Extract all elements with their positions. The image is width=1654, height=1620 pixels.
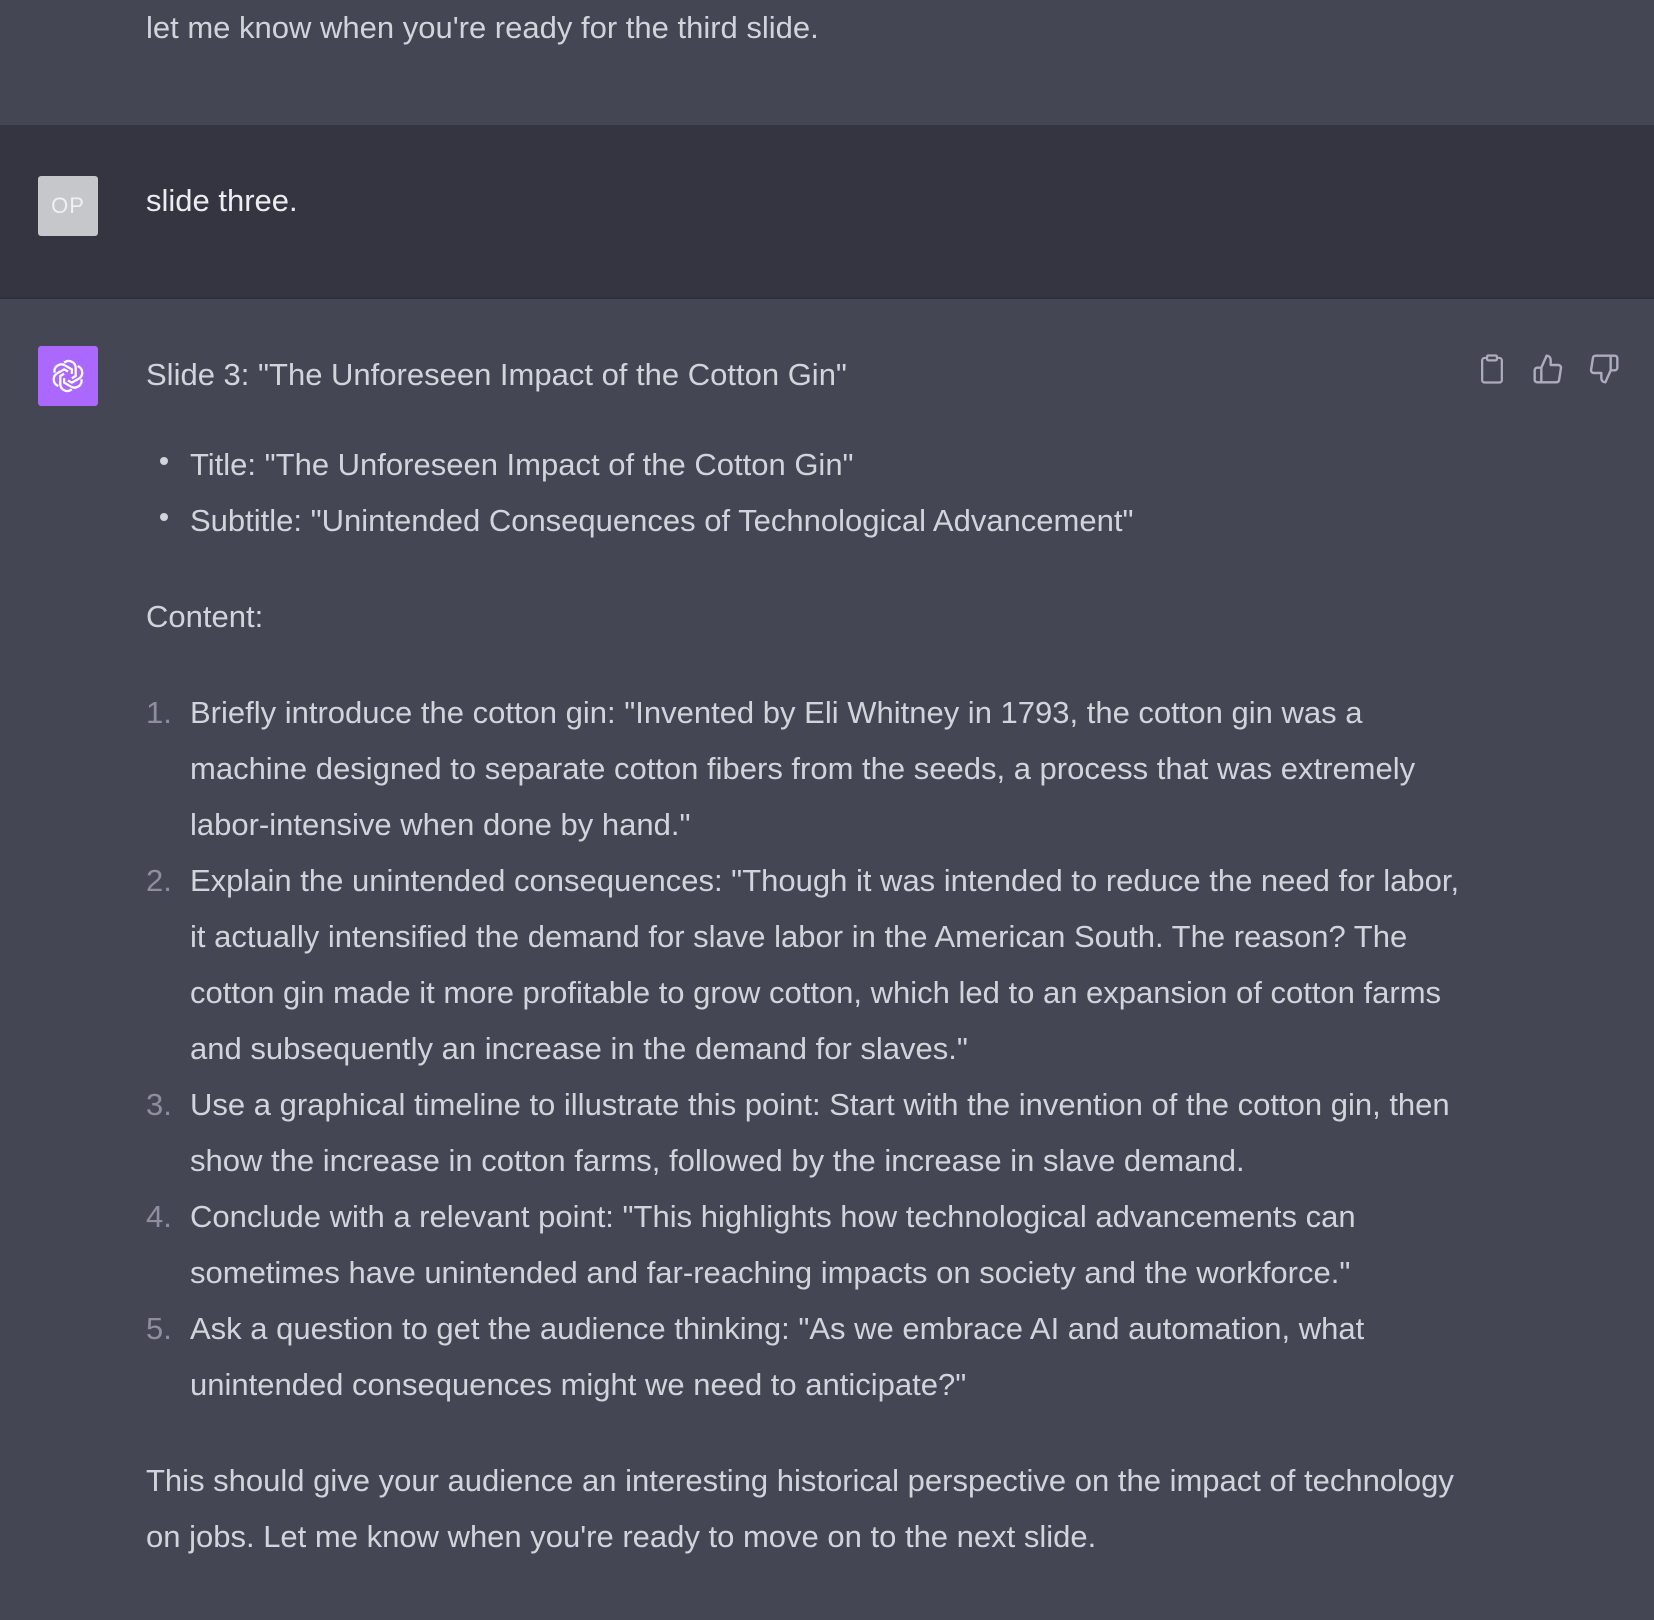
list-number: 1. [146,695,172,730]
list-item-text: Use a graphical timeline to illustrate this point: Start with the invention of the cotton gin, then show the increase in cotton farms, followed by the increase in slave demand. [190,1087,1450,1178]
closing-paragraph: This should give your audience an interesting historical perspective on the impact of technology on jobs. Let me know when you're ready to move on to the next slide. [146,1463,1454,1554]
list-item [146,1301,1466,1413]
thumbs-down-button[interactable] [1586,351,1622,387]
list-item [146,1077,1466,1189]
list-item-text: Explain the unintended consequences: "Though it was intended to reduce the need for labor, it actually intensified the demand for slave labor in the American South. The reason? The cotton gin made it more profitable to grow cotton, which led to an expansion of cotton farms and subsequently an increase in the demand for slaves." [190,863,1460,1066]
assistant-message [0,299,1654,1620]
list-number: 5. [146,1311,172,1346]
assistant-message-content [146,351,1466,1565]
content-label: Content: [146,599,264,634]
user-message-text: slide three. [146,183,298,218]
openai-logo-icon [47,355,89,397]
list-item [146,853,1466,1077]
slide-bullets [146,437,1466,549]
copy-button[interactable] [1474,351,1510,387]
list-item [146,685,1466,853]
list-item-text: Conclude with a relevant point: "This highlights how technological advancements can sometimes have unintended and far-reaching impacts on society and the workforce." [190,1199,1356,1290]
previous-assistant-message [0,0,1654,127]
list-number: 4. [146,1199,172,1234]
previous-assistant-text: let me know when you're ready for the third slide. [146,10,819,45]
bullet-item: Subtitle: "Unintended Consequences of Technological Advancement" [146,493,1466,549]
user-message [0,127,1654,299]
slide-heading: Slide 3: "The Unforeseen Impact of the Cotton Gin" [146,357,847,392]
message-actions [1474,351,1622,387]
clipboard-icon [1477,353,1507,385]
bullet-item: Title: "The Unforeseen Impact of the Cotton Gin" [146,437,1466,493]
list-item [146,1189,1466,1301]
assistant-avatar [38,346,98,406]
content-steps [146,685,1466,1413]
user-avatar: OP [38,176,98,236]
list-item-text: Ask a question to get the audience thinking: "As we embrace AI and automation, what unintended consequences might we need to anticipate?" [190,1311,1365,1402]
thumbs-up-button[interactable] [1530,351,1566,387]
thumbs-up-icon [1532,353,1564,385]
list-item-text: Briefly introduce the cotton gin: "Invented by Eli Whitney in 1793, the cotton gin was a machine designed to separate cotton fibers from the seeds, a process that was extremely labor-intensive when done by hand." [190,695,1416,842]
list-number: 2. [146,863,172,898]
thumbs-down-icon [1588,353,1620,385]
list-number: 3. [146,1087,172,1122]
